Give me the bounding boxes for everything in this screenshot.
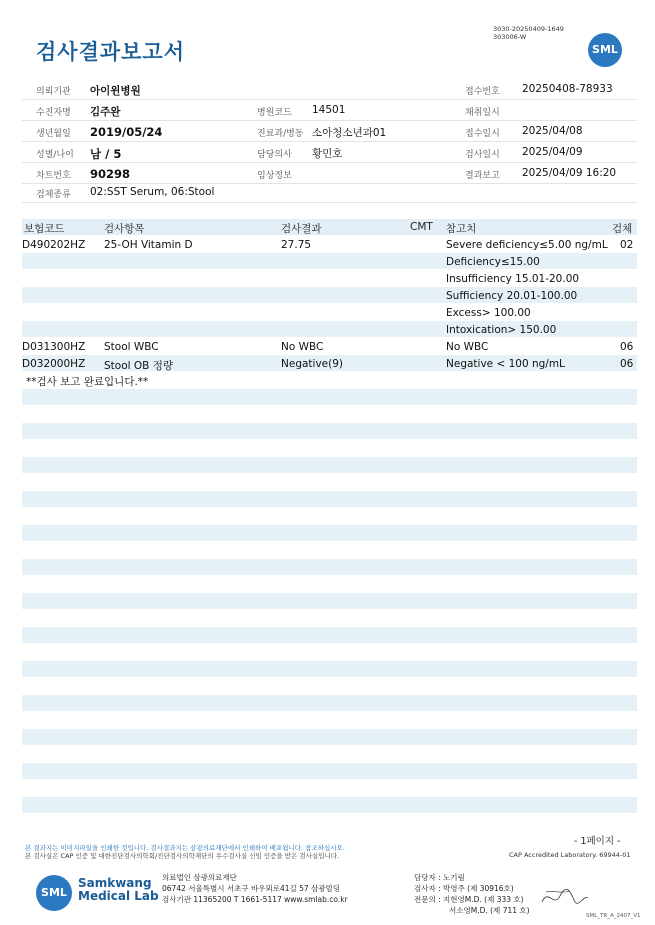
col-code: 보험코드 [24, 223, 65, 235]
dob-label: 생년월일 [36, 129, 71, 139]
col-ref: 참고치 [446, 223, 477, 235]
receipt-no-value: 20250408-78933 [522, 83, 613, 95]
row-item: Stool WBC [104, 341, 159, 353]
info-row-5 [22, 163, 637, 184]
org-line1: 의료법인 삼광의료재단 [162, 873, 237, 882]
doctor-value: 황민호 [312, 148, 343, 160]
hospital-code-value: 14501 [312, 104, 346, 116]
row-code: D490202HZ [22, 239, 86, 251]
footer-note-2: 본 검사실은 CAP 인증 및 대한진단검사의학회/진단검사의학재단의 우수검사실 신임 인증을 받은 검사실입니다. [25, 852, 340, 860]
patient-value: 김주완 [90, 106, 121, 118]
row-result: No WBC [281, 341, 324, 353]
col-result: 검사결과 [281, 223, 322, 235]
sex-age-value: 남 / 5 [90, 147, 122, 161]
requester-label: 의뢰기관 [36, 87, 71, 97]
table-stripe-row [22, 729, 637, 745]
document-code-line2: 303006-W [493, 33, 527, 41]
row-result: Negative(9) [281, 358, 343, 370]
row-ref: Deficiency≤15.00 [446, 256, 540, 268]
lab-name [78, 877, 159, 903]
receipt-date-value: 2025/04/08 [522, 125, 583, 137]
collect-date-label: 채취일시 [465, 108, 500, 118]
col-cmt: CMT [410, 221, 433, 233]
row-ref: Sufficiency 20.01-100.00 [446, 290, 578, 302]
staff-line1: 담당자 : 노기림 [414, 873, 465, 882]
sml-logo: SML [588, 33, 622, 67]
document-code [493, 25, 564, 41]
table-stripe-row [22, 457, 637, 473]
form-code: SML_TR_A_2407_V1 [586, 913, 641, 919]
lab-name-line1: Samkwang [78, 876, 152, 890]
table-stripe-row [22, 491, 637, 507]
specimen-label: 검체종류 [36, 190, 71, 200]
info-row-2 [22, 100, 637, 121]
row-specimen: 06 [620, 358, 634, 370]
test-date-label: 검사일시 [465, 150, 500, 160]
row-code: D032000HZ [22, 358, 86, 370]
signature-image [540, 884, 590, 910]
table-stripe-row [22, 559, 637, 575]
row-ref: No WBC [446, 341, 489, 353]
col-specimen: 검체 [612, 223, 633, 235]
org-info [162, 872, 348, 905]
specimen-value: 02:SST Serum, 06:Stool [90, 186, 215, 198]
receipt-no-label: 접수번호 [465, 87, 500, 97]
row-code: D031300HZ [22, 341, 86, 353]
info-row-3 [22, 121, 637, 142]
row-item: Stool OB 정량 [104, 360, 173, 372]
row-ref: Severe deficiency≤5.00 ng/mL [446, 239, 608, 251]
chart-no-value: 90298 [90, 167, 131, 181]
org-line2: 06742 서울특별시 서초구 바우뫼로41길 57 삼광빌딩 [162, 884, 341, 893]
col-item: 검사항목 [104, 223, 145, 235]
table-stripe-row [22, 627, 637, 643]
row-ref: Intoxication> 150.00 [446, 324, 557, 336]
sex-age-label: 성별/나이 [36, 150, 74, 160]
staff-line3: 전문의 : 지현영M.D. (제 333 호) [414, 895, 524, 904]
patient-label: 수진자명 [36, 108, 71, 118]
info-row-1 [22, 79, 637, 100]
table-stripe-row [22, 593, 637, 609]
cap-accreditation: CAP Accredited Laboratory. 69944-01 [509, 851, 631, 859]
receipt-date-label: 접수일시 [465, 129, 500, 139]
table-stripe-row [22, 695, 637, 711]
org-line3: 검사기관 11365200 T 1661-5117 www.smlab.co.kr [162, 895, 348, 904]
info-row-6 [22, 182, 637, 203]
dept-label: 진료과/병동 [257, 129, 304, 139]
table-stripe-row [22, 423, 637, 439]
table-stripe-row [22, 797, 637, 813]
report-date-value: 2025/04/09 16:20 [522, 167, 617, 179]
staff-info [414, 872, 530, 916]
hospital-code-label: 병원코드 [257, 108, 292, 118]
footer-note-1: 본 결과지는 이미지파일을 인쇄한 것입니다. 검사결과지는 삼광의료재단에서 인쇄하여 배포됩니다. 참조하십시오. [25, 844, 345, 852]
requester-value: 아이윈병원 [90, 85, 141, 97]
dept-value: 소아청소년과01 [312, 127, 387, 139]
results-table-header [22, 219, 637, 235]
row-specimen: 06 [620, 341, 634, 353]
page-title: 검사결과보고서 [36, 40, 186, 64]
table-stripe-row [22, 525, 637, 541]
staff-line4: 서소영M.D. (제 711 호) [449, 906, 530, 915]
row-ref: Excess> 100.00 [446, 307, 531, 319]
lab-logo-icon: SML [36, 875, 72, 911]
page-number: - 1페이지 - [574, 836, 621, 847]
document-code-line1: 3030-20250409-1649 [493, 25, 564, 33]
lab-name-line2: Medical Lab [78, 889, 159, 903]
test-date-value: 2025/04/09 [522, 146, 583, 158]
doctor-label: 담당의사 [257, 150, 292, 160]
row-item: 25-OH Vitamin D [104, 239, 193, 251]
staff-line2: 검사자 : 박영주 (제 30916호) [414, 884, 514, 893]
row-ref: Insufficiency 15.01-20.00 [446, 273, 580, 285]
dob-value: 2019/05/24 [90, 125, 163, 139]
info-row-4 [22, 142, 637, 163]
chart-no-label: 차트번호 [36, 171, 71, 181]
row-specimen: 02 [620, 239, 634, 251]
row-ref: Negative < 100 ng/mL [446, 358, 565, 370]
row-result: 27.75 [281, 239, 312, 251]
table-stripe-row [22, 389, 637, 405]
clinical-label: 임상정보 [257, 171, 292, 181]
table-stripe-row [22, 661, 637, 677]
report-date-label: 결과보고 [465, 171, 500, 181]
table-stripe-row [22, 763, 637, 779]
table-stripe-row [22, 253, 637, 269]
report-complete-note: **검사 보고 완료입니다.** [26, 376, 149, 388]
